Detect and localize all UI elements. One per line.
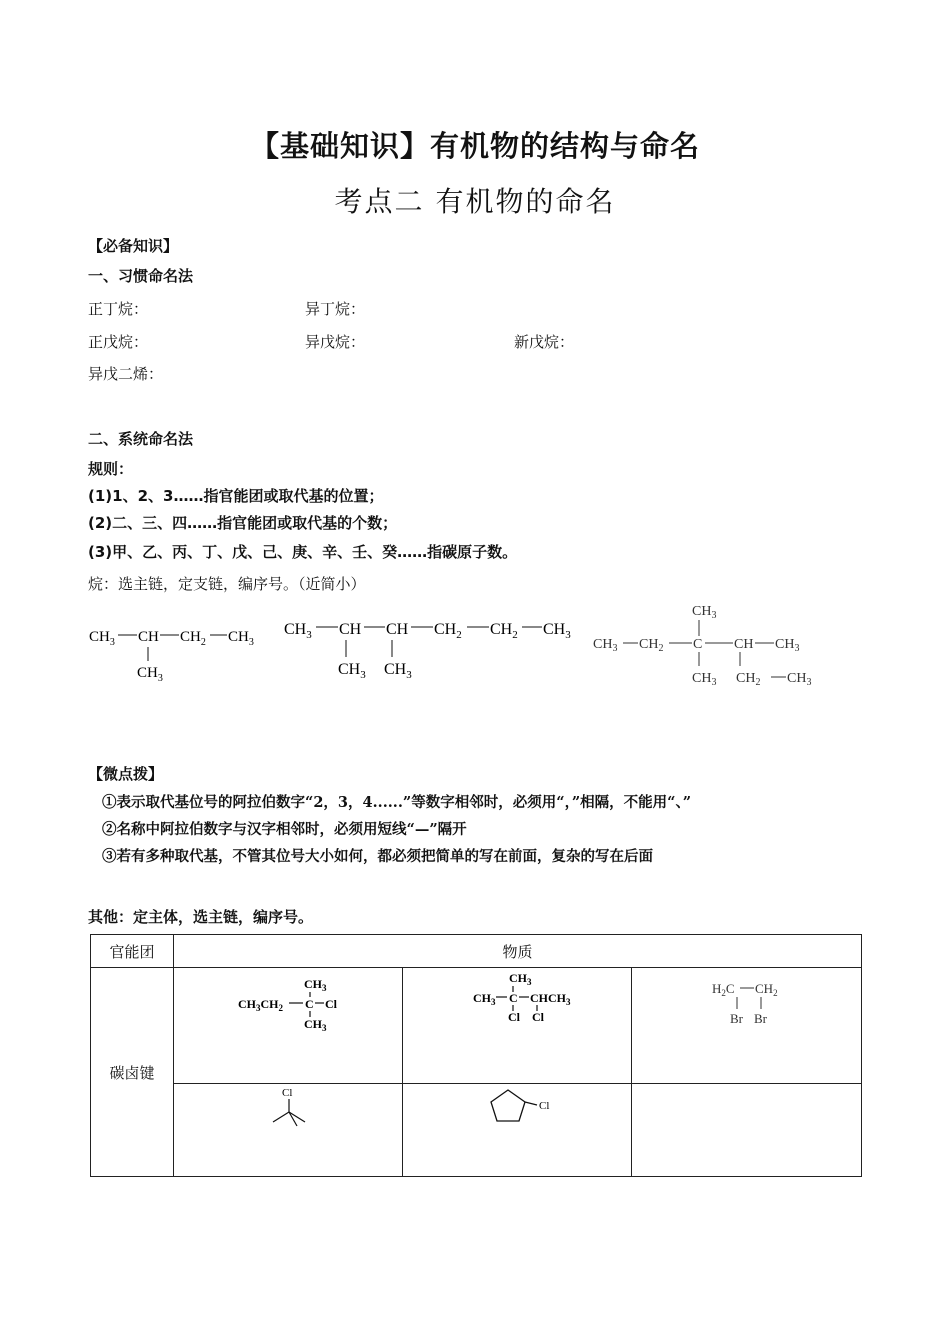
table-header-group: 官能团: [91, 935, 174, 968]
svg-text:CH3: $CH_3$: [593, 637, 618, 654]
svg-text:CH3: $CH_3$: [228, 629, 254, 648]
molecule-1-2-dibromoethane: [634, 969, 859, 1079]
neopentane-label: 新戊烷：: [514, 333, 575, 351]
svg-text:CHCH3: $CHCH_3$: [529, 990, 570, 1007]
structure-2-methylbutane: [85, 615, 265, 690]
structure-2-3-dimethylhexane: [280, 612, 580, 687]
svg-text:C: C: [304, 996, 314, 1011]
svg-text:Cl: Cl: [531, 1009, 544, 1024]
molecule-cell-5: [403, 1084, 632, 1177]
s3-top: CH: [692, 604, 712, 619]
svg-text:CH3: $CH_3$: [303, 976, 326, 993]
svg-text:CH3: $CH_3$: [89, 629, 115, 648]
n-butane-label: 正丁烷：: [88, 300, 149, 318]
s2-ch-6: CH: [543, 621, 566, 638]
svg-text:CH3: $CH_3$: [303, 1016, 326, 1033]
functional-group-table: [90, 934, 862, 1177]
s1-branch: CH: [137, 665, 158, 681]
table-row-label: 碳卤键: [91, 968, 174, 1177]
molecule-cell-4: [174, 1084, 403, 1177]
s2-branch-2: CH: [384, 661, 407, 678]
svg-text:CH2: $CH_2$: [490, 621, 518, 641]
s1-ch-4: CH: [228, 629, 249, 645]
s2-ch-3: CH: [386, 621, 409, 638]
rule-3: (3)甲、乙、丙、丁、戊、己、庚、辛、壬、癸……指碳原子数。: [88, 543, 518, 561]
s3-c: C: [693, 637, 703, 652]
svg-text:CH3: $CH_3$: [384, 661, 412, 681]
others-heading: 其他：定主体，选主链，编序号。: [88, 908, 314, 926]
s3-ch-4: CH: [775, 637, 795, 652]
svg-text:CH3: $CH_3$: [692, 671, 717, 688]
common-naming-heading: 一、习惯命名法: [88, 267, 194, 285]
section-required-knowledge: 【必备知识】: [88, 237, 179, 255]
svg-text:Cl: Cl: [281, 1087, 292, 1099]
svg-text:CH3: $CH_3$: [692, 604, 717, 621]
isoprene-label: 异戊二烯：: [88, 365, 164, 383]
s2-ch-1: CH: [284, 621, 307, 638]
s1-ch-1: CH: [89, 629, 110, 645]
tip-1: ①表示取代基位号的阿拉伯数字“2，3，4......”等数字相邻时，必须用“，”相隔，不能用“、”: [102, 794, 692, 811]
s1-ch-2: CH: [138, 629, 159, 645]
page-subtitle: 考点二 有机物的命名: [334, 185, 616, 218]
molecule-cell-6: [632, 1084, 862, 1177]
isobutane-label: 异丁烷：: [305, 300, 366, 318]
isopentane-label: 异戊烷：: [305, 333, 366, 351]
svg-text:CH2: $CH_2$: [434, 621, 462, 641]
s3-ch-3: CH: [734, 637, 754, 652]
tips-heading: 【微点拨】: [88, 765, 164, 783]
svg-text:CH2: $CH_2$: [639, 637, 664, 654]
molecule-tert-butyl-chloride: [176, 1084, 401, 1172]
systematic-naming-heading: 二、系统命名法: [88, 430, 194, 448]
structure-3-3-4-trimethylhexane: [588, 596, 833, 691]
svg-text:CH3: $CH_3$: [775, 637, 800, 654]
svg-text:Cl: Cl: [507, 1009, 520, 1024]
s1-ch-3: CH: [180, 629, 201, 645]
s2-ch-2: CH: [339, 621, 362, 638]
svg-text:CH3: $CH_3$: [787, 671, 812, 688]
svg-text:H2C: $H_2C$: [712, 980, 735, 998]
s2-ch-5: CH: [490, 621, 513, 638]
tip-2: ②名称中阿拉伯数字与汉字相邻时，必须用短线“—”隔开: [102, 821, 467, 838]
n-pentane-label: 正戊烷：: [88, 333, 149, 351]
svg-text:CH3: $CH_3$: [137, 665, 163, 684]
rules-label: 规则：: [88, 460, 134, 478]
s2-ch-4: CH: [434, 621, 457, 638]
page-title: 【基础知识】有机物的结构与命名: [249, 129, 700, 163]
table-header-substance: 物质: [174, 935, 862, 968]
s3-bottom-1: CH: [692, 671, 712, 686]
s2-branch-1: CH: [338, 661, 361, 678]
svg-text:CH2: $CH_2$: [736, 671, 761, 688]
molecule-cell-3: [632, 968, 862, 1084]
svg-text:CH3: $CH_3$: [543, 621, 571, 641]
molecule-2-3-dichloro-2-methylbutane: [405, 969, 630, 1079]
rule-1: (1)1、2、3……指官能团或取代基的位置；: [88, 487, 384, 505]
molecule-chlorocyclopentane: [405, 1084, 630, 1172]
svg-text:CH3: $CH_3$: [338, 661, 366, 681]
svg-text:CH2: $CH_2$: [180, 629, 206, 648]
svg-text:Br: Br: [754, 1010, 767, 1026]
tip-3: ③若有多种取代基，不管其位号大小如何，都必须把简单的写在前面，复杂的写在后面: [102, 848, 653, 865]
molecule-cell-2: [403, 968, 632, 1084]
molecule-cell-1: [174, 968, 403, 1084]
molecule-2-chloro-2-methylbutane: [176, 969, 401, 1079]
svg-text:Cl: Cl: [324, 996, 337, 1011]
s3-ch-2: CH: [639, 637, 659, 652]
alkane-rule: 烷：选主链，定支链，编序号。（近简小）: [88, 575, 366, 593]
svg-text:Cl: Cl: [538, 1100, 549, 1112]
svg-text:CH3CH2: $CH_3CH_2$: [237, 996, 283, 1013]
svg-text:CH3: $CH_3$: [508, 970, 531, 987]
s3-ch-1: CH: [593, 637, 613, 652]
rule-2: (2)二、三、四……指官能团或取代基的个数；: [88, 514, 398, 532]
svg-text:CH3: $CH_3$: [284, 621, 312, 641]
svg-text:Br: Br: [730, 1010, 743, 1026]
svg-text:C: C: [508, 990, 518, 1005]
svg-text:CH2: $CH_2$: [755, 980, 778, 998]
s3-bottom-2: CH: [736, 671, 756, 686]
svg-text:CH3: $CH_3$: [472, 990, 495, 1007]
